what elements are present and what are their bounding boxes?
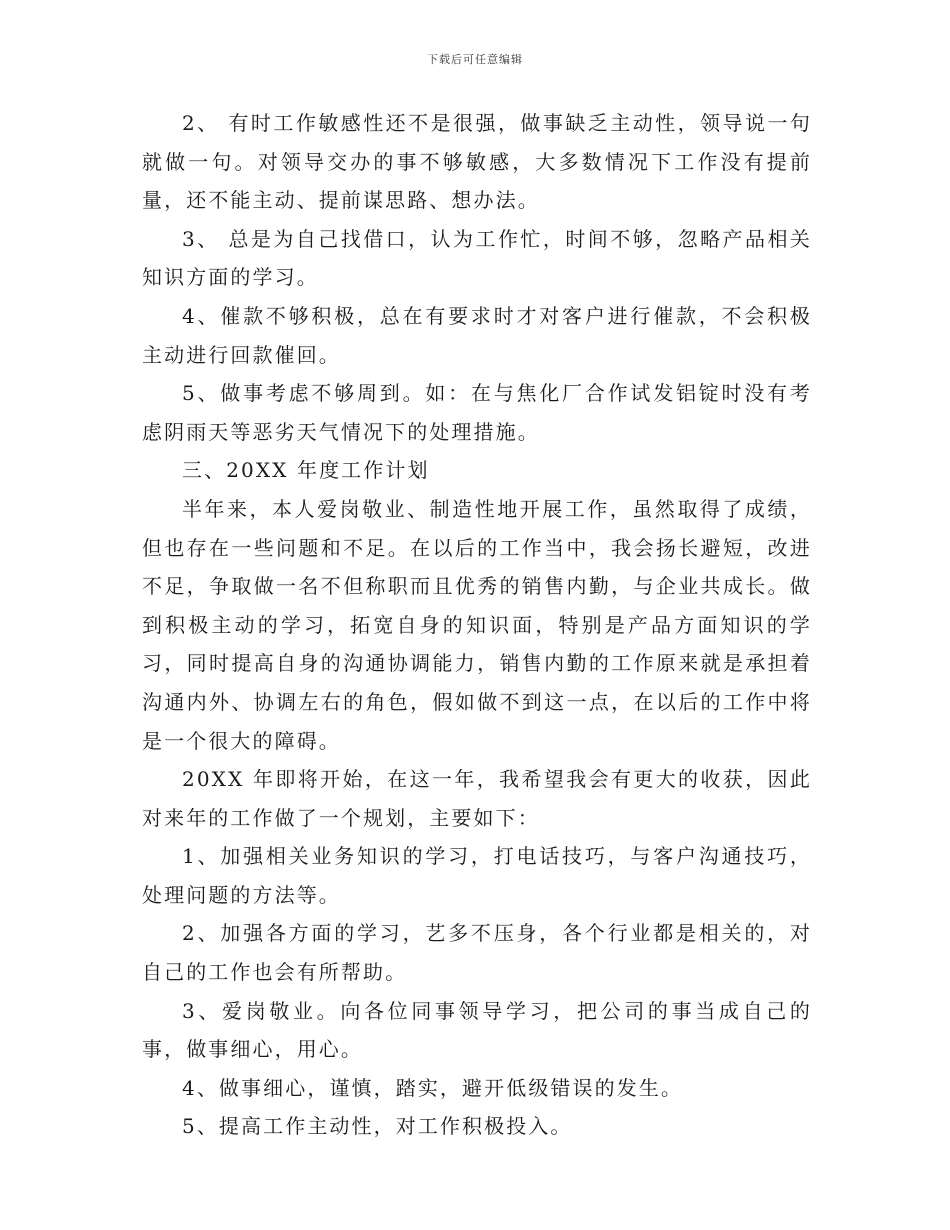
paragraph-plan-item-2: 2、加强各方面的学习，艺多不压身，各个行业都是相关的，对自己的工作也会有所帮助。 bbox=[142, 921, 812, 985]
paragraph-plan-item-1: 1、加强相关业务知识的学习，打电话技巧，与客户沟通技巧，处理问题的方法等。 bbox=[142, 844, 812, 907]
paragraph-issue-5: 5、做事考虑不够周到。如：在与焦化厂合作试发铝锭时没有考虑阴雨天等恶劣天气情况下的处理措施。 bbox=[142, 381, 812, 444]
paragraph-issue-2: 2、 有时工作敏感性还不是很强，做事缺乏主动性，领导说一句就做一句。对领导交办的事不够敏感，大多数情况下工作没有提前量，还不能主动、提前谋思路、想办法。 bbox=[142, 111, 812, 213]
document-body bbox=[142, 104, 812, 1146]
paragraph-plan-intro: 20XX 年即将开始，在这一年，我希望我会有更大的收获，因此对来年的工作做了一个规划，主要如下： bbox=[142, 767, 812, 830]
paragraph-plan-item-5: 5、提高工作主动性，对工作积极投入。 bbox=[182, 1114, 573, 1139]
paragraph-plan-item-4: 4、做事细心，谨慎，踏实，避开低级错误的发生。 bbox=[182, 1075, 684, 1100]
paragraph-half-year-summary: 半年来，本人爱岗敬业、制造性地开展工作，虽然取得了成绩，但也存在一些问题和不足。在以后的工作当中，我会扬长避短，改进不足，争取做一名不但称职而且优秀的销售内勤，与企业共成长。做到积极主动的学习，拓宽自身的知识面，特别是产品方面知识的学习，同时提高自身的沟通协调能力，销售内勤的工作原来就是承担着沟通内外、协调左右的角色，假如做不到这一点，在以后的工作中将是一个很大的障碍。 bbox=[142, 496, 812, 753]
page-header: 下载后可任意编辑 bbox=[427, 53, 523, 66]
section-heading-plan: 三、20XX 年度工作计划 bbox=[182, 458, 430, 483]
paragraph-issue-3: 3、 总是为自己找借口，认为工作忙，时间不够，忽略产品相关知识方面的学习。 bbox=[142, 226, 812, 290]
paragraph-plan-item-3: 3、爱岗敬业。向各位同事领导学习，把公司的事当成自己的事，做事细心，用心。 bbox=[142, 998, 812, 1062]
paragraph-issue-4: 4、催款不够积极，总在有要求时才对客户进行催款，不会积极主动进行回款催回。 bbox=[142, 303, 812, 367]
